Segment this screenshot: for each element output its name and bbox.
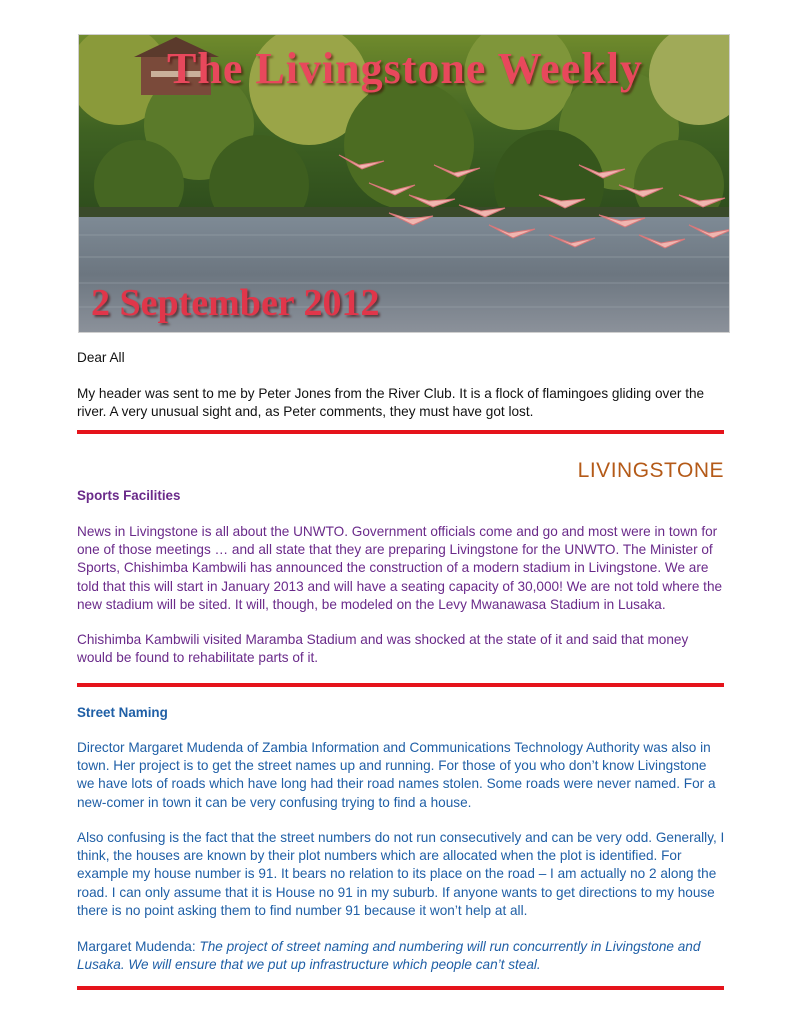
divider-rule [77,986,724,990]
quote-text: The project of street naming and numbering will run concurrently in Livingstone and Lusaka. We will ensure that we put up infrastructure which people can’t steal. [77,939,701,973]
header-banner [78,34,730,333]
issue-date: 2 September 2012 [91,282,380,324]
section-title-livingstone: LIVINGSTONE [577,459,724,482]
street-naming-heading: Street Naming [77,705,168,720]
intro-paragraph: My header was sent to me by Peter Jones from the River Club. It is a flock of flamingoes gliding over the river. A very unusual sight and, as Peter comments, they must have got lost. [77,386,705,420]
divider-rule [77,430,724,434]
sports-facilities-heading: Sports Facilities [77,488,181,503]
divider-rule [77,683,724,687]
sports-paragraph-1: News in Livingstone is all about the UNWTO. Government officials come and go and most were in town for one of those meetings … and all state that they are preparing Livingstone for the UNWTO. The Minister of Sports, Chishimba Kambwili has announced the construction of a modern stadium in Livingstone. We are told that this will start in January 2013 and will have a seating capacity of 30,000! We are not told where the new stadium will be sited. It will, though, be modeled on the Levy Mwanawasa Stadium in Lusaka. [77,524,723,612]
street-paragraph-1: Director Margaret Mudenda of Zambia Information and Communications Technology Authority was also in town. Her project is to get the street names up and running. For those of you who don’t know Livingstone we have lots of roads which have long had their road names stolen. Some roads were never named. For a new-comer in town it can be very confusing trying to find a house. [77,740,716,810]
greeting: Dear All [77,350,125,365]
street-paragraph-2: Also confusing is the fact that the street numbers do not run consecutively and can be very odd. Generally, I think, the houses are known by their plot numbers which are allocated when the plot is identified. For example my house number is 91. It bears no relation to its place on the road – I am actually no 2 along the road. I can only assume that it is House no 91 in my suburb. If anyone wants to get directions to my house there is no point asking them to find number 91 because it won’t help at all. [77,830,725,918]
quote-paragraph [77,938,727,974]
newsletter-title: The Livingstone Weekly [167,44,643,93]
sports-paragraph-2: Chishimba Kambwili visited Maramba Stadium and was shocked at the state of it and said that money would be found to rehabilitate parts of it. [77,632,689,666]
quote-speaker: Margaret Mudenda: [77,939,200,954]
